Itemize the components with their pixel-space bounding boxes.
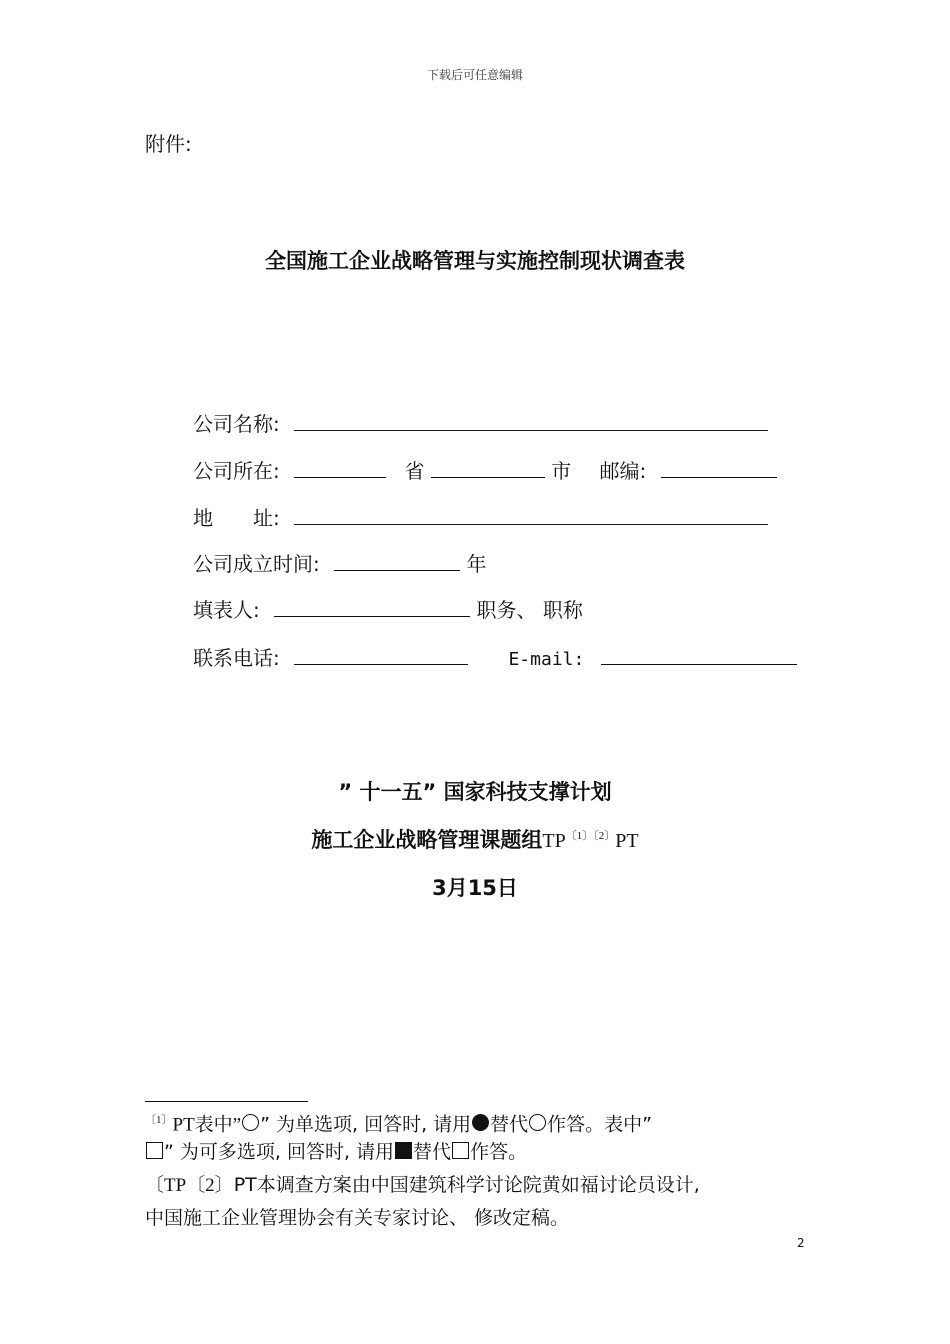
footnote-2-line-2: 中国施工企业管理协会有关专家讨论、 修改定稿。 xyxy=(145,1207,570,1229)
footnote-1-text-g: 作答。 xyxy=(470,1141,528,1163)
filled-square-icon xyxy=(395,1142,412,1159)
founded-row xyxy=(193,548,486,578)
page-number: 2 xyxy=(797,1236,805,1250)
filler-field[interactable] xyxy=(274,594,470,617)
empty-square-icon xyxy=(452,1142,469,1159)
address-field[interactable] xyxy=(294,502,768,525)
attachment-label: 附件: xyxy=(145,132,192,156)
company-name-field[interactable] xyxy=(294,408,768,431)
province-label: 省 xyxy=(404,459,425,483)
year-label: 年 xyxy=(466,552,487,576)
email-label: E-mail: xyxy=(508,649,585,670)
footnote-1-line-2 xyxy=(145,1137,527,1167)
empty-circle-icon xyxy=(529,1114,546,1131)
address-row xyxy=(193,502,768,532)
footnote-1-text-d: 作答。表中” xyxy=(547,1113,653,1136)
plan-name: ” 十一五” 国家科技支撑计划 xyxy=(338,780,612,804)
postcode-field[interactable] xyxy=(661,455,777,478)
research-group: 施工企业战略管理课题组 xyxy=(311,828,543,852)
contact-row xyxy=(193,642,797,672)
footnote-separator xyxy=(145,1101,308,1102)
page-header: 下载后可任意编辑 xyxy=(426,68,523,82)
tp-marker: TP xyxy=(542,830,566,852)
footnote-1-text-c: 替代 xyxy=(490,1113,529,1136)
footnote-1-text-e: ” 为可多选项, 回答时, 请用 xyxy=(164,1141,395,1163)
footnote-1-text-b: ” 为单选项, 回答时, 请用 xyxy=(260,1113,472,1136)
document-date: 3月15日 xyxy=(432,876,518,900)
footnote-1-text-f: 替代 xyxy=(413,1141,452,1163)
company-name-row xyxy=(193,408,768,438)
founded-label: 公司成立时间: xyxy=(193,552,320,576)
city-field[interactable] xyxy=(431,455,545,478)
ref-2-sup[interactable]: 〔2〕 xyxy=(593,830,616,842)
empty-circle-icon xyxy=(242,1114,259,1131)
filler-label: 填表人: xyxy=(193,598,260,622)
city-label: 市 xyxy=(551,459,572,483)
research-group-line xyxy=(0,824,950,854)
postcode-label: 邮编: xyxy=(599,459,647,483)
footnote-1-marker: 〔1〕 xyxy=(145,1114,173,1126)
address-label: 地 址: xyxy=(193,506,280,530)
position-label: 职务、 职称 xyxy=(476,598,583,622)
email-field[interactable] xyxy=(601,642,797,665)
footnote-1-line-1 xyxy=(145,1105,652,1140)
footnote-2-text-a: PT本调查方案由中国建筑科学讨论院黄如福讨论员设计, xyxy=(233,1174,700,1196)
document-title: 全国施工企业战略管理与实施控制现状调查表 xyxy=(265,249,685,273)
footnote-2-line-1 xyxy=(145,1170,700,1201)
filled-circle-icon xyxy=(472,1114,489,1131)
footnote-1-text-a: PT表中” xyxy=(172,1114,242,1136)
province-field[interactable] xyxy=(294,455,386,478)
founded-field[interactable] xyxy=(334,548,460,571)
ref-1-sup[interactable]: 〔1〕 xyxy=(565,830,594,842)
phone-field[interactable] xyxy=(294,642,468,665)
phone-label: 联系电话: xyxy=(193,646,280,670)
filler-row xyxy=(193,594,583,624)
empty-square-icon xyxy=(146,1142,163,1159)
location-label: 公司所在: xyxy=(193,459,280,483)
company-name-label: 公司名称: xyxy=(193,412,280,436)
location-row xyxy=(193,455,777,485)
pt-marker: PT xyxy=(615,830,639,852)
footnote-2-marker: 〔TP〔2〕 xyxy=(145,1175,234,1196)
